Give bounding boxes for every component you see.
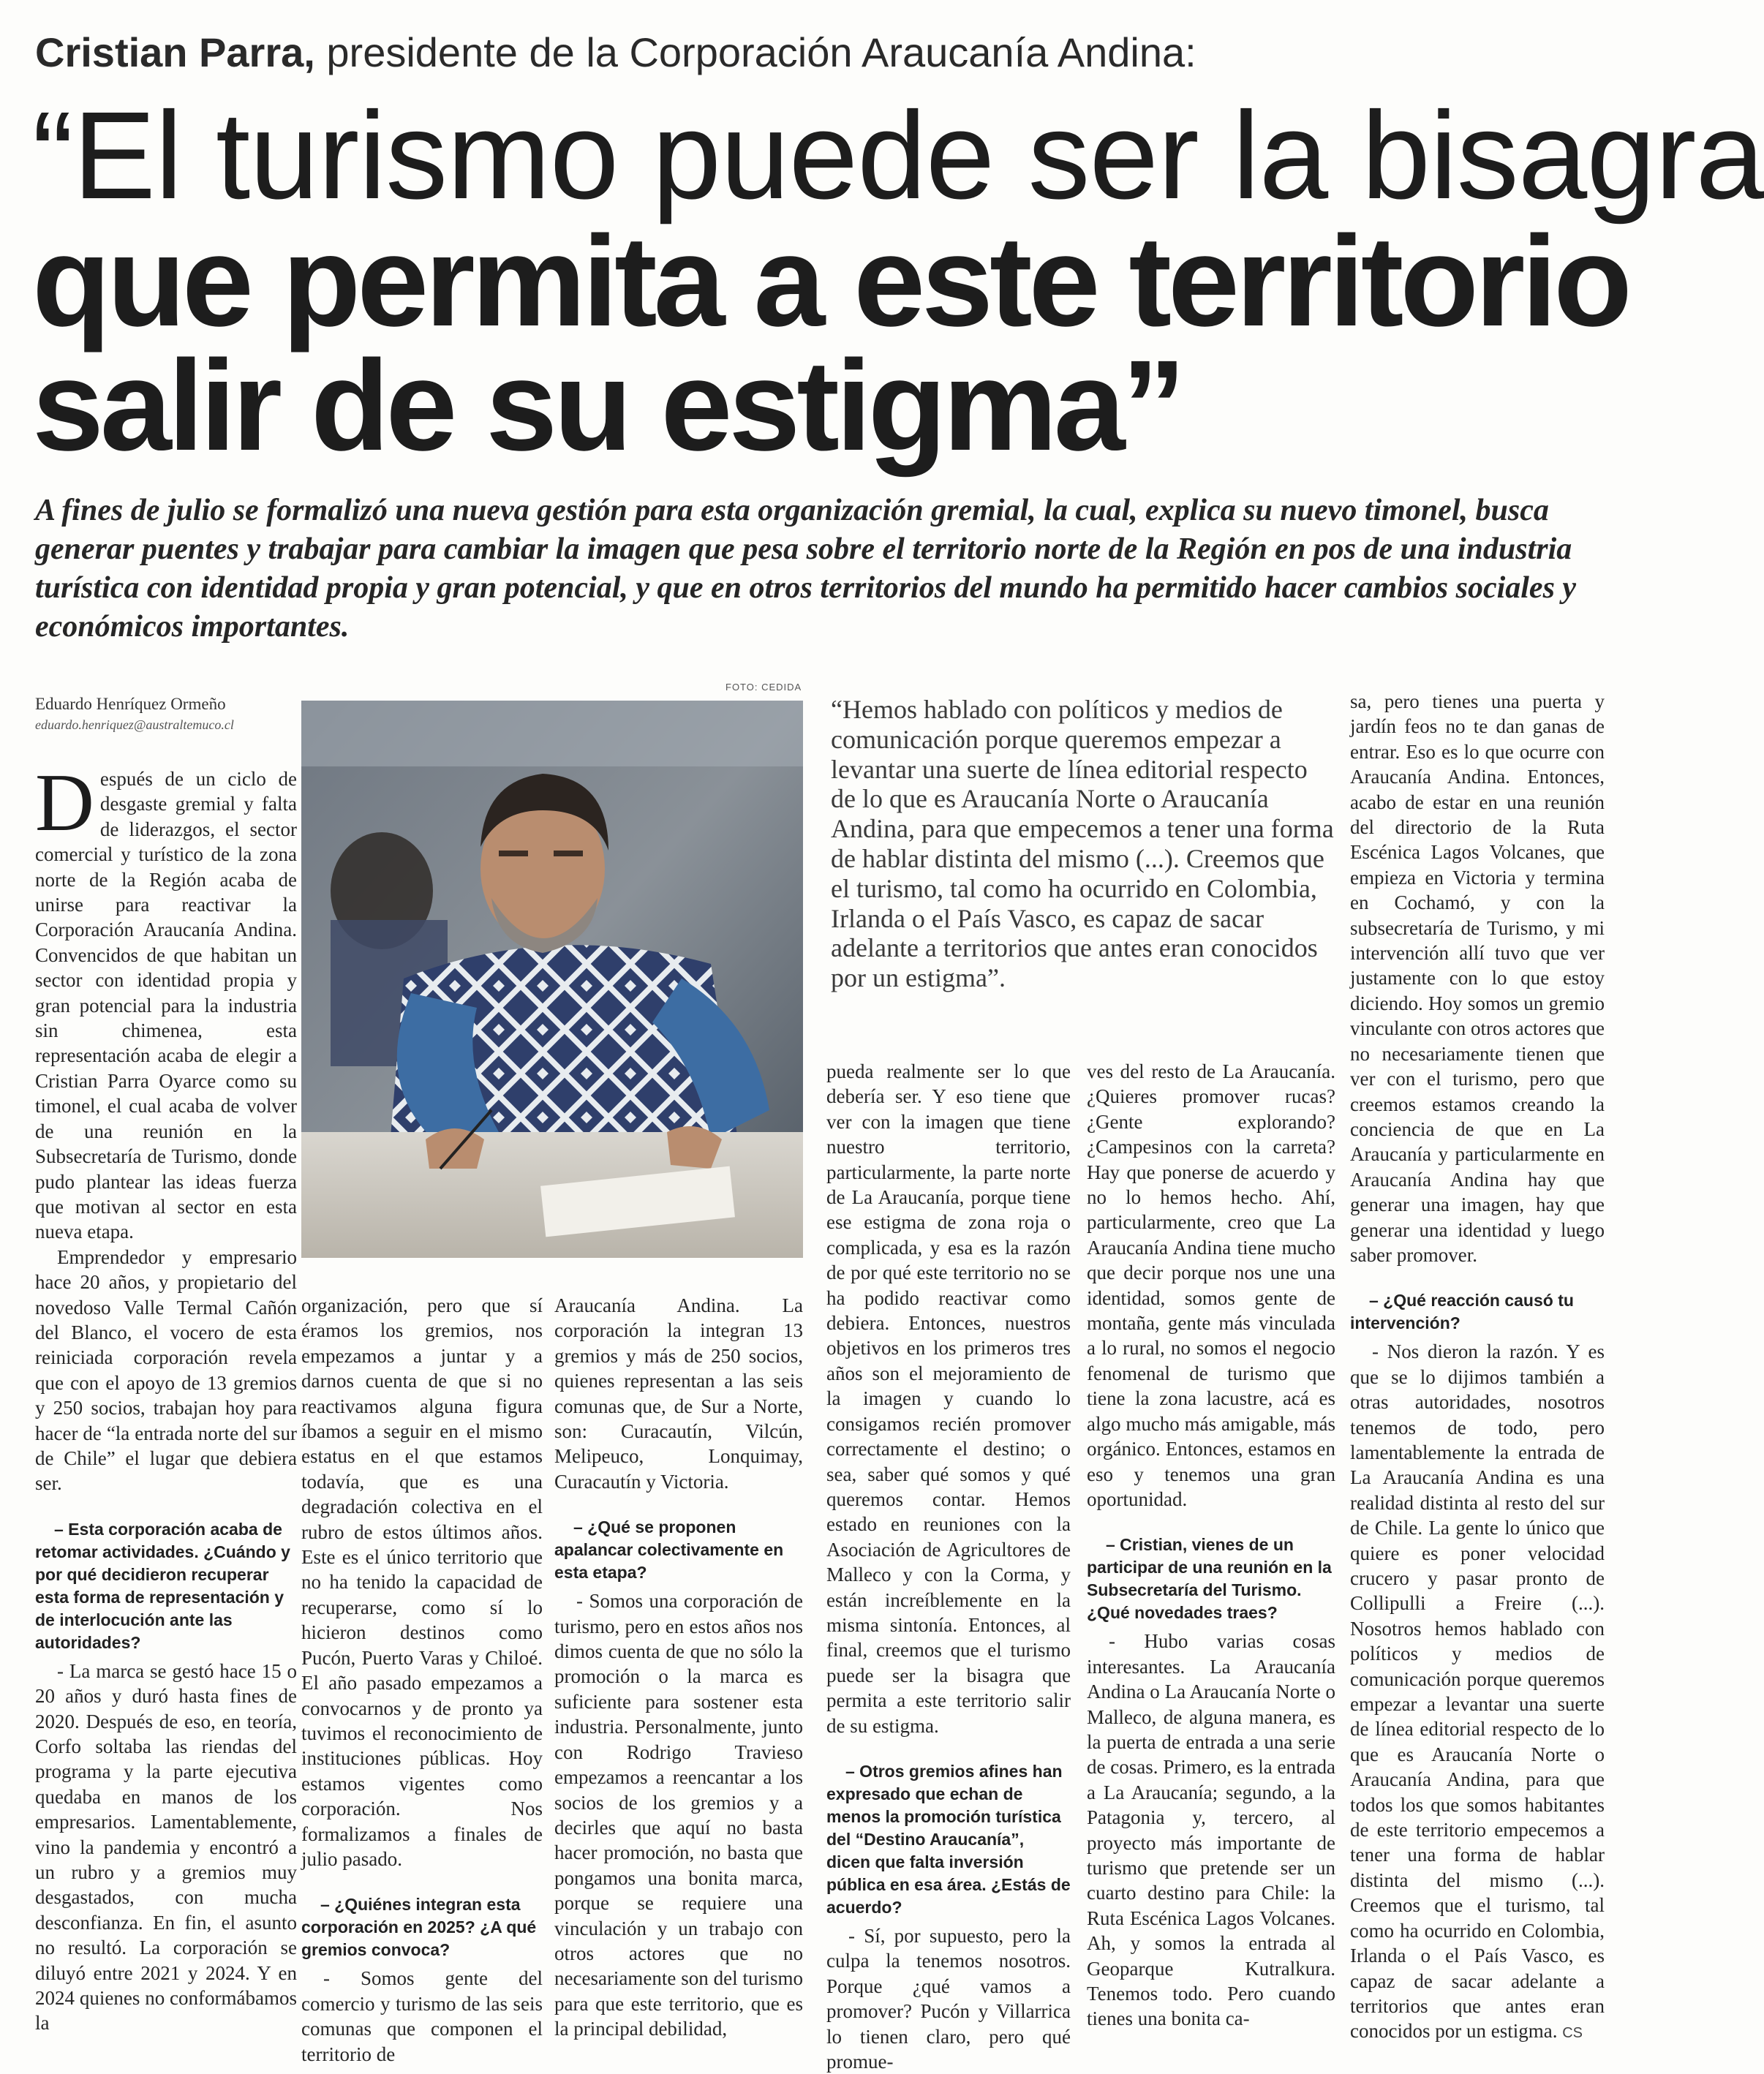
portrait-photo [301,701,803,1258]
author-email: eduardo.henriquez@australtemuco.cl [35,717,234,732]
column-4 [826,1059,1071,2074]
kicker [35,25,1600,80]
col3-answer-2: - Somos una corporación de turismo, pero en estos años nos dimos cuenta de que no sólo la promoción o la marca es suficiente para sostener esta industria. Personalmente, junto con Rodrigo Travieso empezamos a reencantar a los socios de los gremios y a decirles que aquí no basta hacer promoción, no basta que pongamos una bonita marca, porque se requiere una vinculación y un trabajo con otros actores que no necesariamente son del turismo para que este territorio, que es la principal debilidad, [554,1590,803,2040]
column-6 [1350,689,1605,2046]
kicker-role: presidente de la Corporación Araucanía Andina: [326,29,1196,75]
column-3 [554,1293,803,2042]
headline-line-1: “El turismo puede ser la bisagra [32,86,1764,225]
question-2: – ¿Quiénes integran esta corporación en 2025? ¿A qué gremios convoca? [301,1895,537,1960]
column-5 [1087,1059,1335,2032]
col1-p1: espués de un ciclo de desgaste gremial y falta de liderazgos, el sector comercial y turístico de la zona norte de la Región acaba de unirse para reactivar la Corporación Araucanía Andina. Convencidos de que habitan un sector con identidad propia y gran potencial para la industria sin chimenea, esta representación acaba de elegir a Cristian Parra Oyarce como su timonel, el cual acaba de volver de una reunión en la Subsecretaría de Turismo, donde pudo plantear las ideas fuerza que motivan al sector en esta nueva etapa. [35,768,297,1243]
headline-line-2: que permita a este territorio [32,210,1629,353]
portrait-illustration [301,701,803,1258]
column-2 [301,1293,543,2067]
col5-answer-2: - Hubo varias cosas interesantes. La Araucanía Andina o La Araucanía Norte o Malleco, de alguna manera, es la puerta de entrada a una serie de cosas. Primero, es la entrada a La Araucanía; segundo, a la Patagonia y, tercero, al proyecto más importante de turismo que pretende ser un cuarto destino para Chile: la Ruta Escénica Lagos Volcanes. Ah, y somos la entrada al Geoparque Kutralkura. Tenemos todo. Pero cuando tienes una bonita ca- [1087,1630,1335,2030]
drop-cap: D [35,758,94,848]
author-name: Eduardo Henríquez Ormeño [35,695,226,713]
col4-answer-2: - Sí, por supuesto, pero la culpa la tenemos nosotros. Porque ¿qué vamos a promover? Pucón y Villarrica lo tienen claro, pero qué promue- [826,1924,1071,2073]
question-1: – Esta corporación acaba de retomar actividades. ¿Cuándo y por qué decidieron recuperar esta forma de representación y de interlocución ante las autoridades? [35,1519,290,1652]
question-4: – Otros gremios afines han expresado que echan de menos la promoción turística del “Destino Araucanía”, dicen que falta inversión pública en esa área. ¿Estás de acuerdo? [826,1761,1071,1917]
headline-line-3: salir de su estigma” [32,334,1183,478]
question-5: – Cristian, vienes de un participar de una reunión en la Subsecretaría del Turismo. ¿Qué novedades traes? [1087,1535,1332,1623]
end-mark: CS [1562,2025,1583,2042]
col2-answer-2: - Somos gente del comercio y turismo de las seis comunas que componen el territorio de [301,1967,543,2065]
question-6: – ¿Qué reacción causó tu intervención? [1350,1291,1574,1333]
photo-credit: FOTO: CEDIDA [725,682,802,693]
col5-answer-1: ves del resto de La Araucanía. ¿Quieres promover rucas? ¿Gente explorando? ¿Campesinos con la carreta? Hay que ponerse de acuerdo y no lo hemos hecho. Ahí, particularmente, creo que La Araucanía Andina tiene mucho que decir porque nos une una identidad, somos gente de montaña, gente más vinculada a lo rural, no somos el negocio fenomenal de turismo que tiene la zona lacustre, acá es algo mucho más amigable, más orgánico. Entonces, estamos en eso y tenemos una gran oportunidad. [1087,1060,1335,1510]
col2-answer-1: organización, pero que sí éramos los gremios, nos empezamos a juntar y a darnos cuenta de que si no reactivamos alguna figura íbamos a seguir en el mismo estatus en el que estamos todavía, que es una degradación colectiva en el rubro de estos últimos años. Este es el único territorio que no ha tenido la capacidad de recuperarse, como sí lo hicieron destinos como Pucón, Puerto Varas y Chiloé. El año pasado empezamos a convocarnos y de pronto ya tuvimos el reconocimiento de instituciones públicas. Hoy estamos vigentes como corporación. Nos formalizamos a finales de julio pasado. [301,1294,543,1870]
question-3: – ¿Qué se proponen apalancar colectivamente en esta etapa? [554,1517,784,1583]
col4-answer-1: pueda realmente ser lo que debería ser. Y eso tiene que ver con la imagen que tiene nuestro territorio, particularmente, la parte norte de La Araucanía, porque tiene ese estigma de zona roja o complicada, y esa es la razón de por qué este territorio no se ha podido reactivar como debiera. Entonces, nuestros objetivos en los primeros tres años son el mejoramiento de la imagen y cuando lo consigamos recién promover correctamente el destino; o sea, saber qué somos y qué queremos contar. Hemos estado en reuniones con la Asociación de Agricultores de Malleco y con la Corma, y están increíblemente en la misma sintonía. Entonces, al final, creemos que el turismo puede ser la bisagra que permita a este territorio salir de su estigma. [826,1060,1071,1737]
column-1 [35,758,297,2036]
col6-answer-2-wrap [1350,1339,1605,2045]
col1-answer-1: - La marca se gestó hace 15 o 20 años y duró hasta fines de 2020. Después de eso, en teoría, Corfo soltaba las riendas del programa y la parte ejecutiva quedaba en manos de los empresarios. Lamentablemente, vino la pandemia y encontró a un rubro y a gremios muy desgastados, con mucha desconfianza. En fin, el asunto no resultó. La corporación se diluyó entre 2021 y 2024. Y en 2024 quienes no conformábamos la [35,1659,297,2035]
pull-quote: “Hemos hablado con políticos y medios de comunicación porque queremos empezar a levantar una suerte de línea editorial respecto de lo que es Araucanía Norte o Araucanía Andina, para que empecemos a tener una forma de hablar distinta del mismo (...). Creemos que el turismo, tal como ha ocurrido en Colombia, Irlanda o el País Vasco, es capaz de sacar adelante a territorios que antes eran conocidos por un estigma”. [831,695,1334,993]
col1-p2: Emprendedor y empresario hace 20 años, y propietario del novedoso Valle Termal Cañón del Blanco, el vocero de esta reiniciada corporación revela que con el apoyo de 13 gremios y 250 socios, trabajan hoy para hacer de “la entrada norte del sur de Chile” el lugar que debiera ser. [35,1245,297,1495]
col6-answer-2: - Nos dieron la razón. Y es que se lo dijimos también a otras autoridades, nosotros tenemos de todo, pero lamentablemente la entrada de La Araucanía Andina es una realidad distinta al resto del sur de Chile. La gente lo único que quiere es poner velocidad crucero y pasar pronto de Collipulli a Freire (...). Nosotros hemos hablado con políticos y medios de comunicación porque queremos empezar a levantar una suerte de línea editorial respecto de lo que es Araucanía Norte o Araucanía Andina, para que todos los que somos habitantes de este territorio empecemos a tener una forma de hablar distinta del mismo (...). Creemos que el turismo, tal como ha ocurrido en Colombia, Irlanda o el País Vasco, es capaz de sacar adelante a territorios que antes eran conocidos por un estigma. [1350,1340,1605,2043]
kicker-name: Cristian Parra, [35,29,315,75]
col6-answer-1: sa, pero tienes una puerta y jardín feos no te dan ganas de entrar. Eso es lo que ocurre con Araucanía Andina. Entonces, acabo de estar en una reunión del directorio de la Ruta Escénica Lagos Volcanes, que empieza en Victoria y termina en Cochamó, y con la subsecretaría de Turismo, y mi intervención allí tuvo que ver justamente con lo que estoy diciendo. Hoy somos un gremio vinculante con otros actores que no necesariamente tienen que ver con el turismo, pero que creemos estamos creando la conciencia de que en La Araucanía y particularmente en Araucanía Andina hay que generar una imagen, hay que generar una identidad y luego saber promover. [1350,690,1605,1266]
col3-answer-1: Araucanía Andina. La corporación la integran 13 gremios y más de 250 socios, quienes representan a las seis comunas que, de Sur a Norte, son: Curacautín, Vilcún, Melipeuco, Lonquimay, Curacautín y Victoria. [554,1294,803,1493]
opening-paragraph [35,758,297,1245]
byline [35,693,298,734]
lede: A fines de julio se formalizó una nueva gestión para esta organización gremial, la cual, explica su nuevo timonel, busca generar puentes y trabajar para cambiar la imagen que pesa sobre el territorio norte de la Región en pos de una industria turística con identidad propia y gran potencial, y que en otros territorios del mundo ha permitido hacer cambios sociales y económicos importantes. [35,494,1577,644]
